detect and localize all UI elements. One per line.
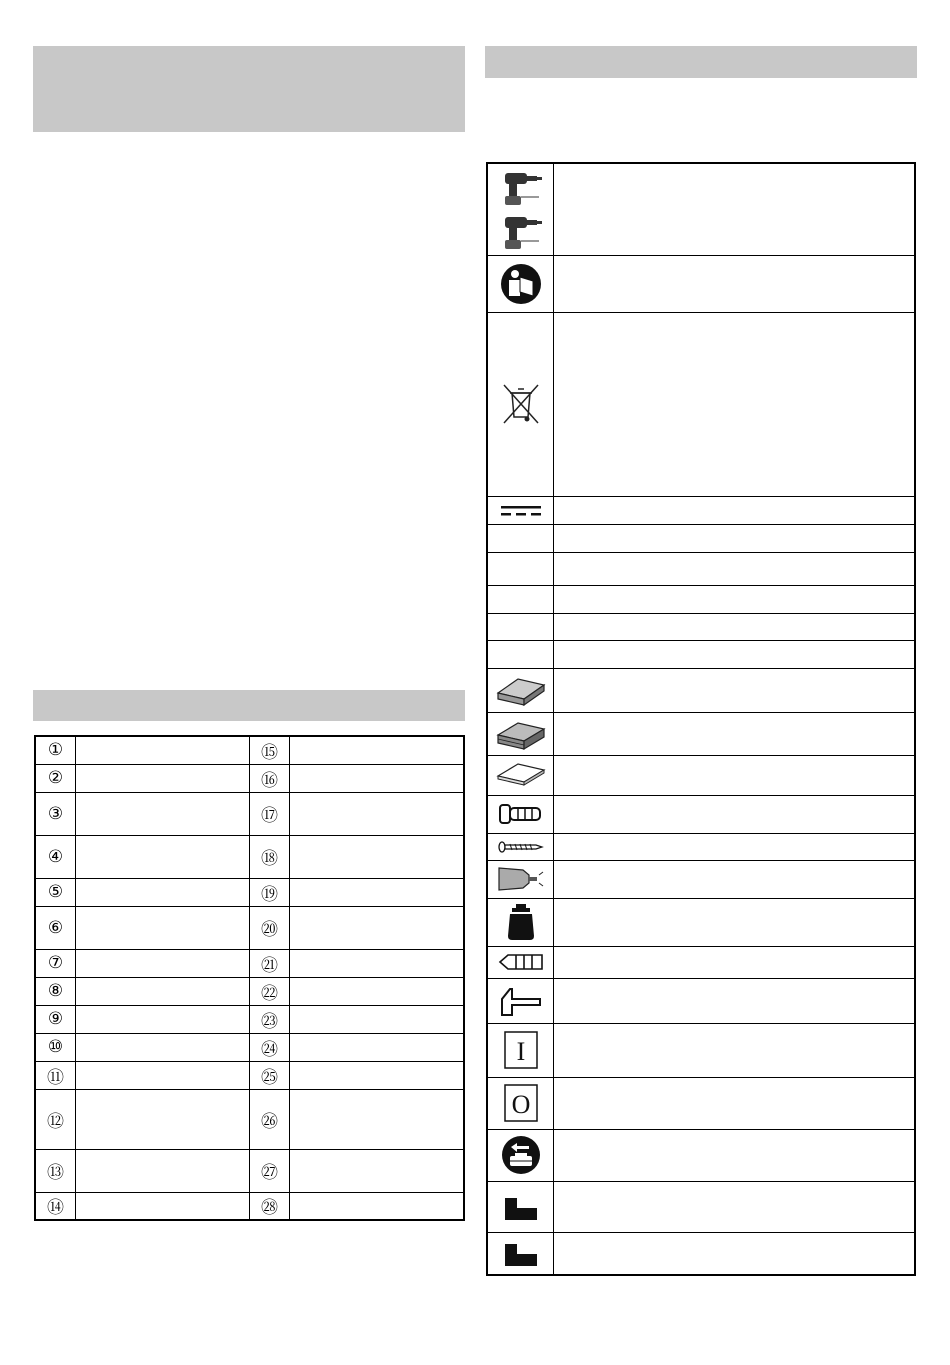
- table-row: [487, 755, 915, 795]
- part-number: ④: [35, 835, 76, 878]
- part-number: ⑥: [35, 906, 76, 949]
- symbol-cell: [487, 860, 554, 898]
- part-number: ⑪: [35, 1061, 76, 1089]
- part-name: [76, 792, 250, 835]
- part-name: [290, 1033, 465, 1061]
- part-number: ㉖: [250, 1089, 290, 1149]
- symbol-cell: [487, 312, 554, 496]
- thin-sheet-icon: [496, 760, 546, 790]
- symbol-cell: [487, 1232, 554, 1275]
- part-name: [76, 1192, 250, 1220]
- table-row: [487, 860, 915, 898]
- symbol-cell: [487, 524, 554, 552]
- table-row: [487, 1181, 915, 1232]
- switch-off-icon: [504, 1084, 538, 1122]
- table-row: [487, 524, 915, 552]
- part-name: [290, 1005, 465, 1033]
- part-name: [290, 1061, 465, 1089]
- symbol-cell: [487, 978, 554, 1023]
- table-row: [35, 736, 464, 764]
- part-name: [290, 764, 465, 792]
- table-row: [487, 640, 915, 668]
- layered-board-icon: [496, 717, 546, 751]
- part-number: ⑩: [35, 1033, 76, 1061]
- switch-on-icon: [504, 1031, 538, 1069]
- parts-section-bar: [33, 690, 465, 721]
- wood-screw-icon: [498, 841, 544, 853]
- symbol-description: [554, 1129, 916, 1181]
- symbol-cell: [487, 613, 554, 640]
- symbol-description: [554, 755, 916, 795]
- table-row: [35, 906, 464, 949]
- table-row: [487, 1129, 915, 1181]
- table-row: [35, 1089, 464, 1149]
- part-name: [76, 878, 250, 906]
- part-number: ①: [35, 736, 76, 764]
- wood-block-icon: [496, 673, 546, 707]
- table-row: [35, 1005, 464, 1033]
- symbol-description: [554, 1023, 916, 1077]
- symbol-description: [554, 524, 916, 552]
- part-name: [290, 906, 465, 949]
- part-name: [76, 764, 250, 792]
- part-name: [290, 1149, 465, 1192]
- symbol-description: [554, 1181, 916, 1232]
- part-name: [290, 792, 465, 835]
- table-row: [487, 1232, 915, 1275]
- symbol-description: [554, 898, 916, 946]
- table-row: [35, 1149, 464, 1192]
- low-speed-step-icon: [503, 1192, 539, 1222]
- symbol-description: [554, 946, 916, 978]
- symbol-cell: [487, 898, 554, 946]
- table-row: [487, 312, 915, 496]
- part-number: ⑮: [250, 736, 290, 764]
- bit-holder-icon: [498, 953, 544, 971]
- table-row: [35, 1033, 464, 1061]
- symbol-description: [554, 640, 916, 668]
- symbol-description: [554, 496, 916, 524]
- part-name: [290, 878, 465, 906]
- symbol-cell: [487, 255, 554, 312]
- table-row: [487, 1023, 915, 1077]
- table-row: [487, 163, 915, 255]
- part-number: ⑫: [35, 1089, 76, 1149]
- table-row: [487, 552, 915, 585]
- part-number: ⑧: [35, 977, 76, 1005]
- symbol-description: [554, 585, 916, 613]
- part-name: [76, 1061, 250, 1089]
- part-number: ⑤: [35, 878, 76, 906]
- part-name: [290, 736, 465, 764]
- part-name: [290, 835, 465, 878]
- part-number: ㉕: [250, 1061, 290, 1089]
- part-number: ㉗: [250, 1149, 290, 1192]
- part-name: [76, 977, 250, 1005]
- table-row: [487, 898, 915, 946]
- symbol-description: [554, 712, 916, 755]
- part-number: ⑯: [250, 764, 290, 792]
- part-number: ㉘: [250, 1192, 290, 1220]
- table-row: [487, 978, 915, 1023]
- part-number: ㉒: [250, 977, 290, 1005]
- table-row: [35, 764, 464, 792]
- svg-text:O: O: [511, 1090, 530, 1119]
- table-row: [487, 712, 915, 755]
- part-number: ⑲: [250, 878, 290, 906]
- symbol-description: [554, 668, 916, 712]
- symbol-cell: [487, 946, 554, 978]
- cordless-drill-icon: [499, 167, 543, 251]
- part-name: [76, 1005, 250, 1033]
- symbol-description: [554, 978, 916, 1023]
- part-number: ㉓: [250, 1005, 290, 1033]
- read-manual-icon: [500, 263, 542, 305]
- part-name: [76, 835, 250, 878]
- symbol-cell: [487, 496, 554, 524]
- table-row: [487, 585, 915, 613]
- part-number: ⑱: [250, 835, 290, 878]
- table-row: [35, 1061, 464, 1089]
- table-row: [35, 792, 464, 835]
- symbol-description: [554, 255, 916, 312]
- symbol-description: [554, 552, 916, 585]
- left-title-bar: [33, 46, 465, 132]
- part-name: [76, 906, 250, 949]
- svg-text:I: I: [516, 1037, 525, 1066]
- symbol-cell: [487, 795, 554, 833]
- table-row: [487, 613, 915, 640]
- symbol-cell: [487, 1023, 554, 1077]
- part-number: ③: [35, 792, 76, 835]
- table-row: [35, 835, 464, 878]
- part-number: ⑭: [35, 1192, 76, 1220]
- part-name: [76, 1149, 250, 1192]
- symbol-description: [554, 312, 916, 496]
- symbol-description: [554, 1077, 916, 1129]
- part-name: [290, 1192, 465, 1220]
- part-name: [290, 949, 465, 977]
- symbol-cell: [487, 163, 554, 255]
- symbols-table: [486, 162, 916, 1276]
- part-name: [76, 1033, 250, 1061]
- table-row: [487, 668, 915, 712]
- drill-chuck-icon: [497, 865, 545, 893]
- part-name: [76, 1089, 250, 1149]
- symbol-cell: [487, 552, 554, 585]
- table-row: [35, 977, 464, 1005]
- part-number: ⑰: [250, 792, 290, 835]
- symbol-cell: [487, 585, 554, 613]
- table-row: [487, 795, 915, 833]
- machine-bolt-icon: [498, 803, 544, 825]
- symbol-cell: [487, 833, 554, 860]
- table-row: [487, 496, 915, 524]
- symbol-description: [554, 833, 916, 860]
- symbol-description: [554, 860, 916, 898]
- symbols-section-bar: [485, 46, 917, 78]
- symbol-description: [554, 1232, 916, 1275]
- part-number: ⑨: [35, 1005, 76, 1033]
- part-number: ⑬: [35, 1149, 76, 1192]
- part-name: [76, 949, 250, 977]
- symbol-cell: [487, 640, 554, 668]
- table-row: [35, 1192, 464, 1220]
- table-row: [487, 1077, 915, 1129]
- part-number: ㉑: [250, 949, 290, 977]
- table-row: [487, 833, 915, 860]
- symbol-description: [554, 163, 916, 255]
- symbol-description: [554, 613, 916, 640]
- symbol-cell: [487, 1129, 554, 1181]
- symbol-cell: [487, 668, 554, 712]
- battery-release-icon: [501, 1135, 541, 1175]
- symbol-cell: [487, 1181, 554, 1232]
- part-number: ⑦: [35, 949, 76, 977]
- part-number: ⑳: [250, 906, 290, 949]
- high-speed-step-icon: [503, 1238, 539, 1268]
- symbol-cell: [487, 755, 554, 795]
- part-number: ㉔: [250, 1033, 290, 1061]
- part-name: [290, 1089, 465, 1149]
- symbol-description: [554, 795, 916, 833]
- part-name: [290, 977, 465, 1005]
- table-row: [487, 255, 915, 312]
- hammer-icon: [500, 985, 542, 1017]
- symbol-cell: [487, 712, 554, 755]
- weight-icon: [506, 902, 536, 942]
- part-name: [76, 736, 250, 764]
- parts-table: [34, 735, 465, 1221]
- part-number: ②: [35, 764, 76, 792]
- table-row: [35, 949, 464, 977]
- symbol-cell: [487, 1077, 554, 1129]
- table-row: [35, 878, 464, 906]
- table-row: [487, 946, 915, 978]
- crossed-out-wheelie-bin-icon: [500, 383, 542, 425]
- direct-current-icon: [499, 503, 543, 517]
